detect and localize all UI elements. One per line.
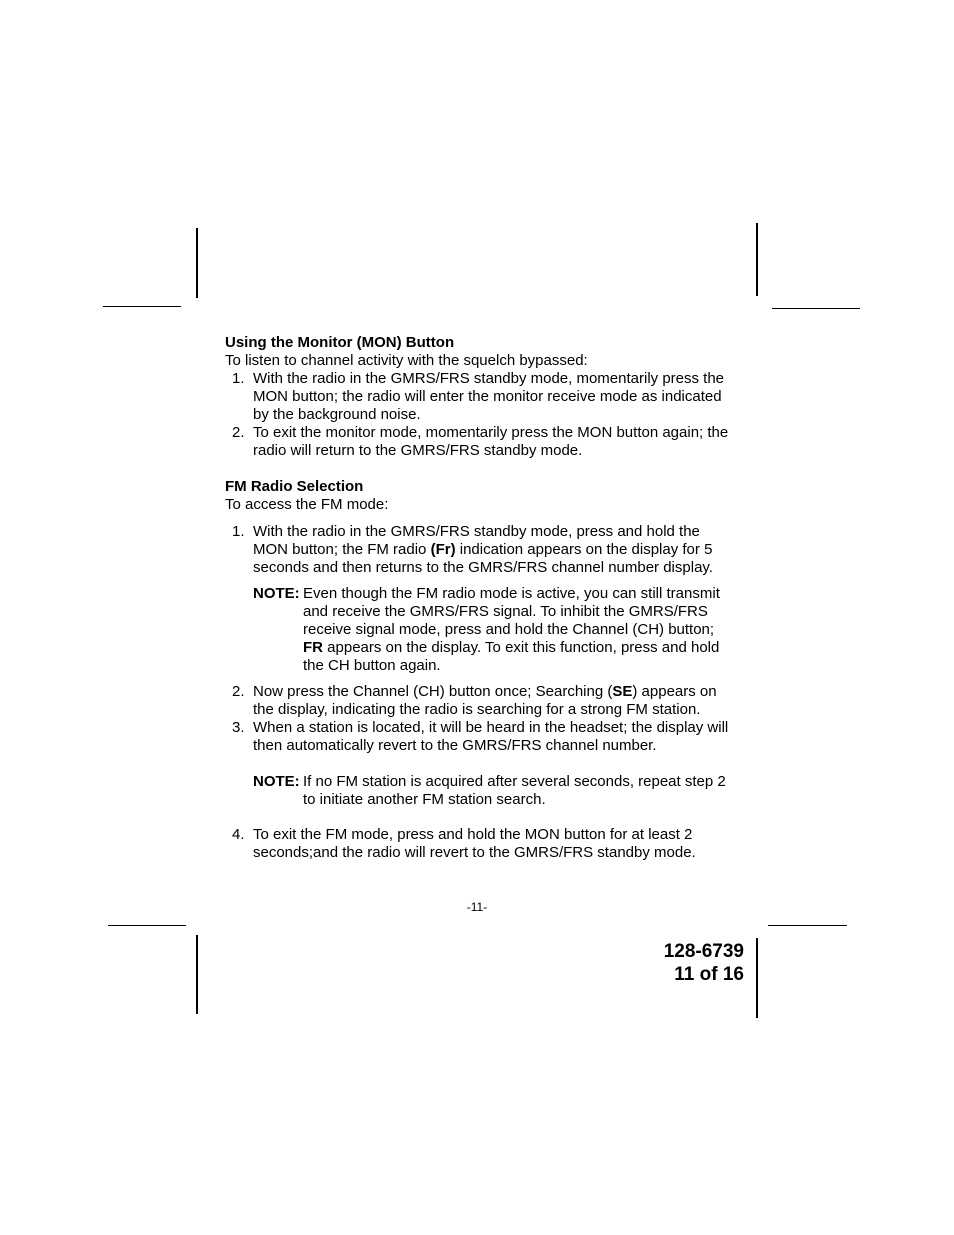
note-fm-active [253,585,737,675]
list-item-number: 4. [232,826,245,843]
crop-mark-bottom-right-horizontal [768,925,847,926]
list-item-number: 1. [232,370,245,387]
list-item-text: To exit the FM mode, press and hold the MON button for at least 2 seconds;and the radio will revert to the GMRS/FRS standby mode. [253,826,696,861]
list-item-monitor-1 [225,370,737,424]
crop-mark-top-left-vertical [196,228,198,298]
note-label: NOTE: [253,773,300,790]
list-item-text: To exit the monitor mode, momentarily press the MON button again; the radio will return to the GMRS/FRS standby mode. [253,424,729,459]
list-item-monitor-2 [225,424,737,460]
note-text: Even though the FM radio mode is active, you can still transmit and receive the GMRS/FRS signal. To inhibit the GMRS/FRS receive signal mode, press and hold the Channel (CH) button; [303,585,720,638]
list-item-fm-3 [225,719,737,755]
page-count: 11 of 16 [674,964,744,985]
document-id [664,940,744,986]
section-intro-monitor: To listen to channel activity with the squelch bypassed: [225,352,588,369]
note-text: If no FM station is acquired after several seconds, repeat step 2 to initiate another FM station search. [303,773,726,808]
list-item-text: When a station is located, it will be heard in the headset; the display will then automatically revert to the GMRS/FRS channel number. [253,719,729,754]
section-intro-fm: To access the FM mode: [225,496,389,513]
list-item-number: 3. [232,719,245,736]
crop-mark-bottom-left-vertical [196,935,198,1014]
section-heading-fm: FM Radio Selection [225,478,364,495]
crop-mark-top-right-vertical [756,223,758,296]
list-item-text: ) appears on the display, indicating the radio is searching for a strong FM station. [253,683,717,718]
page-content [225,334,737,862]
list-item-fm-1 [225,523,737,577]
note-text: appears on the display. To exit this function, press and hold the CH button again. [303,639,720,674]
document-number: 128-6739 [663,941,744,962]
list-item-number: 2. [232,424,245,441]
list-item-text: With the radio in the GMRS/FRS standby mode, press and hold the MON button; the FM radio [253,523,700,558]
crop-mark-bottom-right-vertical [756,938,758,1018]
note-label: NOTE: [253,585,300,602]
crop-mark-bottom-left-horizontal [108,925,186,926]
list-item-number: 2. [232,683,245,700]
list-item-fm-2 [225,683,737,719]
display-indicator-fr: (Fr) [430,541,456,558]
display-indicator-fr-caps: FR [303,639,323,656]
crop-mark-top-right-horizontal [772,308,860,309]
list-item-text: With the radio in the GMRS/FRS standby mode, momentarily press the MON button; the radio will enter the monitor receive mode as indicated by the background noise. [253,370,725,423]
display-indicator-se: SE [612,683,633,700]
crop-mark-top-left-horizontal [103,306,181,307]
page-number: -11- [466,900,488,914]
list-item-text: indication appears on the display for 5 seconds and then returns to the GMRS/FRS channel number display. [253,541,713,576]
list-item-text: Now press the Channel (CH) button once; Searching ( [253,683,613,700]
note-no-station [253,773,737,809]
section-heading-monitor: Using the Monitor (MON) Button [225,334,455,351]
list-item-number: 1. [232,523,245,540]
list-item-fm-4 [225,826,737,862]
